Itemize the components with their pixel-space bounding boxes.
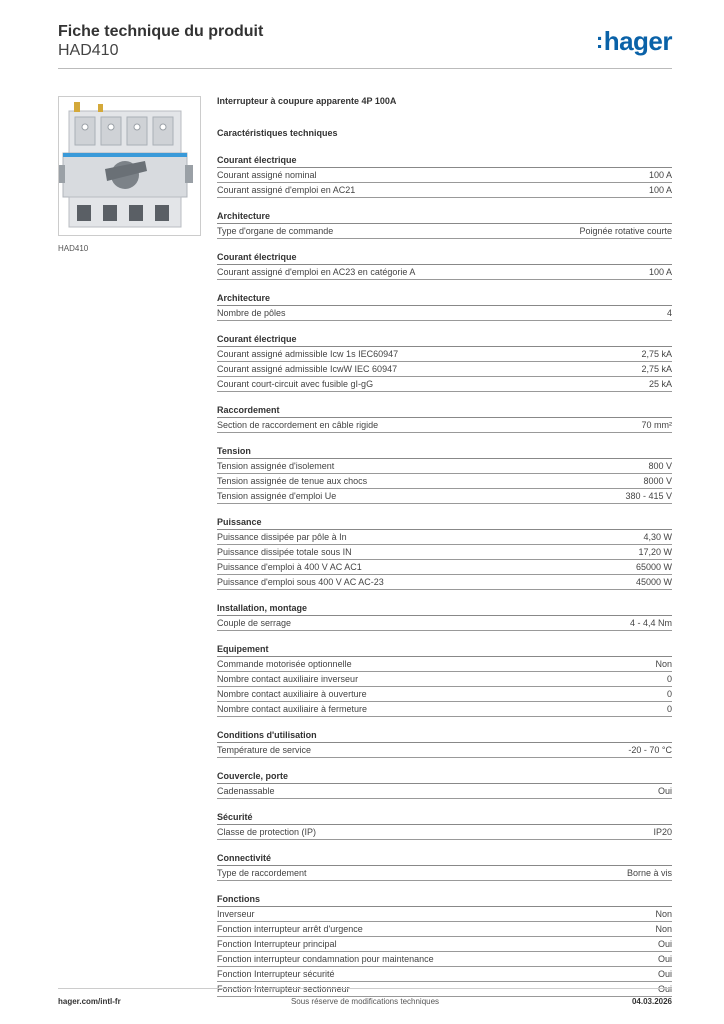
spec-label: Tension assignée d'isolement: [217, 461, 335, 471]
spec-value: 380 - 415 V: [625, 491, 672, 501]
spec-label: Commande motorisée optionnelle: [217, 659, 352, 669]
spec-group: [217, 210, 672, 239]
spec-value: 0: [666, 689, 672, 699]
spec-value: 0: [666, 704, 672, 714]
product-description: Interrupteur à coupure apparente 4P 100A: [217, 96, 397, 106]
spec-value: 25 kA: [648, 379, 672, 389]
logo-text: hager: [603, 26, 672, 56]
spec-row: [217, 306, 672, 321]
spec-group-title: Fonctions: [217, 893, 672, 907]
spec-value: Oui: [657, 969, 672, 979]
spec-label: Courant court-circuit avec fusible gI-gG: [217, 379, 374, 389]
spec-value: 4 - 4,4 Nm: [629, 618, 672, 628]
spec-group-title: Connectivité: [217, 852, 672, 866]
spec-row: [217, 418, 672, 433]
spec-row: [217, 575, 672, 590]
spec-value: Borne à vis: [626, 868, 672, 878]
spec-group: [217, 333, 672, 392]
spec-label: Température de service: [217, 745, 312, 755]
page-header: [58, 22, 263, 60]
spec-row: [217, 866, 672, 881]
spec-label: Puissance dissipée par pôle à In: [217, 532, 347, 542]
spec-group: [217, 154, 672, 198]
spec-value: 4: [666, 308, 672, 318]
spec-value: Non: [655, 924, 672, 934]
spec-label: Type de raccordement: [217, 868, 307, 878]
spec-group: [217, 893, 672, 997]
spec-group: [217, 770, 672, 799]
spec-label: Fonction Interrupteur principal: [217, 939, 337, 949]
spec-row: [217, 377, 672, 392]
spec-group-title: Raccordement: [217, 404, 672, 418]
spec-label: Courant assigné d'emploi en AC21: [217, 185, 356, 195]
spec-label: Section de raccordement en câble rigide: [217, 420, 379, 430]
spec-value: Oui: [657, 984, 672, 994]
spec-group-title: Courant électrique: [217, 251, 672, 265]
spec-label: Nombre contact auxiliaire à ouverture: [217, 689, 367, 699]
spec-group-title: Architecture: [217, 210, 672, 224]
spec-value: 0: [666, 674, 672, 684]
spec-row: [217, 362, 672, 377]
spec-row: [217, 530, 672, 545]
switch-disconnector-illustration: [59, 97, 200, 235]
spec-value: Oui: [657, 939, 672, 949]
spec-label: Puissance dissipée totale sous IN: [217, 547, 352, 557]
spec-group: [217, 516, 672, 590]
spec-row: [217, 489, 672, 504]
page-title: Fiche technique du produit: [58, 23, 264, 40]
spec-value: 45000 W: [635, 577, 672, 587]
spec-label: Courant assigné admissible Icw 1s IEC60947: [217, 349, 399, 359]
spec-group-title: Courant électrique: [217, 333, 672, 347]
spec-row: [217, 474, 672, 489]
spec-row: [217, 560, 672, 575]
spec-value: Oui: [657, 786, 672, 796]
spec-row: [217, 967, 672, 982]
spec-group: [217, 292, 672, 321]
spec-label: Inverseur: [217, 909, 255, 919]
spec-label: Nombre contact auxiliaire à fermeture: [217, 704, 368, 714]
spec-group-title: Couvercle, porte: [217, 770, 672, 784]
specifications: [217, 96, 672, 997]
spec-group: [217, 404, 672, 433]
spec-row: [217, 952, 672, 967]
spec-group-title: Architecture: [217, 292, 672, 306]
spec-row: [217, 784, 672, 799]
spec-label: Couple de serrage: [217, 618, 292, 628]
spec-value: 800 V: [648, 461, 672, 471]
spec-label: Puissance d'emploi sous 400 V AC AC-23: [217, 577, 384, 587]
spec-row: [217, 937, 672, 952]
spec-group: [217, 251, 672, 280]
spec-group: [217, 602, 672, 631]
hager-logo: [596, 26, 672, 57]
spec-row: [217, 982, 672, 997]
spec-value: 65000 W: [635, 562, 672, 572]
spec-label: Nombre contact auxiliaire inverseur: [217, 674, 359, 684]
spec-row: [217, 459, 672, 474]
spec-value: -20 - 70 °C: [628, 745, 672, 755]
spec-value: Non: [655, 659, 672, 669]
footer-divider: [58, 988, 672, 989]
spec-value: 8000 V: [643, 476, 672, 486]
section-title: Caractéristiques techniques: [217, 128, 338, 138]
footer-date: 04.03.2026: [631, 997, 672, 1006]
product-caption: HAD410: [58, 244, 89, 253]
spec-label: Courant assigné nominal: [217, 170, 317, 180]
spec-label: Cadenassable: [217, 786, 275, 796]
header-divider: [58, 68, 672, 69]
spec-group-title: Courant électrique: [217, 154, 672, 168]
spec-row: [217, 825, 672, 840]
spec-label: Puissance d'emploi à 400 V AC AC1: [217, 562, 362, 572]
spec-value: 100 A: [648, 267, 672, 277]
spec-value: 2,75 kA: [641, 349, 672, 359]
spec-row: [217, 265, 672, 280]
spec-label: Tension assignée de tenue aux chocs: [217, 476, 368, 486]
spec-row: [217, 183, 672, 198]
spec-group: [217, 445, 672, 504]
spec-group-title: Tension: [217, 445, 672, 459]
product-image: [58, 96, 201, 236]
spec-group: [217, 811, 672, 840]
spec-label: Courant assigné d'emploi en AC23 en catégorie A: [217, 267, 416, 277]
spec-value: 17,20 W: [638, 547, 672, 557]
spec-label: Fonction interrupteur arrêt d'urgence: [217, 924, 363, 934]
spec-row: [217, 672, 672, 687]
spec-value: 4,30 W: [643, 532, 672, 542]
spec-label: Classe de protection (IP): [217, 827, 317, 837]
spec-row: [217, 224, 672, 239]
spec-label: Fonction Interrupteur sectionneur: [217, 984, 350, 994]
spec-row: [217, 743, 672, 758]
spec-group: [217, 729, 672, 758]
spec-group-title: Sécurité: [217, 811, 672, 825]
footer-website[interactable]: hager.com/intl-fr: [58, 997, 121, 1006]
spec-value: Oui: [657, 954, 672, 964]
spec-group-title: Conditions d'utilisation: [217, 729, 672, 743]
spec-label: Courant assigné admissible IcwW IEC 60947: [217, 364, 398, 374]
spec-row: [217, 347, 672, 362]
spec-label: Fonction interrupteur condamnation pour maintenance: [217, 954, 434, 964]
product-reference: HAD410: [58, 42, 119, 59]
spec-group: [217, 643, 672, 717]
spec-value: 100 A: [648, 185, 672, 195]
spec-value: Non: [655, 909, 672, 919]
spec-groups: [217, 154, 672, 997]
spec-row: [217, 702, 672, 717]
spec-value: 100 A: [648, 170, 672, 180]
spec-label: Tension assignée d'emploi Ue: [217, 491, 337, 501]
spec-row: [217, 616, 672, 631]
spec-value: Poignée rotative courte: [579, 226, 672, 236]
spec-label: Nombre de pôles: [217, 308, 286, 318]
spec-label: Type d'organe de commande: [217, 226, 334, 236]
spec-value: 2,75 kA: [641, 364, 672, 374]
spec-row: [217, 168, 672, 183]
spec-row: [217, 545, 672, 560]
spec-row: [217, 687, 672, 702]
spec-row: [217, 922, 672, 937]
footer-disclaimer: Sous réserve de modifications techniques: [290, 997, 440, 1006]
spec-group: [217, 852, 672, 881]
logo-dots: :: [595, 28, 603, 53]
spec-row: [217, 657, 672, 672]
spec-value: 70 mm²: [641, 420, 672, 430]
spec-group-title: Installation, montage: [217, 602, 672, 616]
spec-group-title: Puissance: [217, 516, 672, 530]
spec-group-title: Equipement: [217, 643, 672, 657]
spec-label: Fonction Interrupteur sécurité: [217, 969, 335, 979]
spec-value: IP20: [653, 827, 672, 837]
spec-row: [217, 907, 672, 922]
